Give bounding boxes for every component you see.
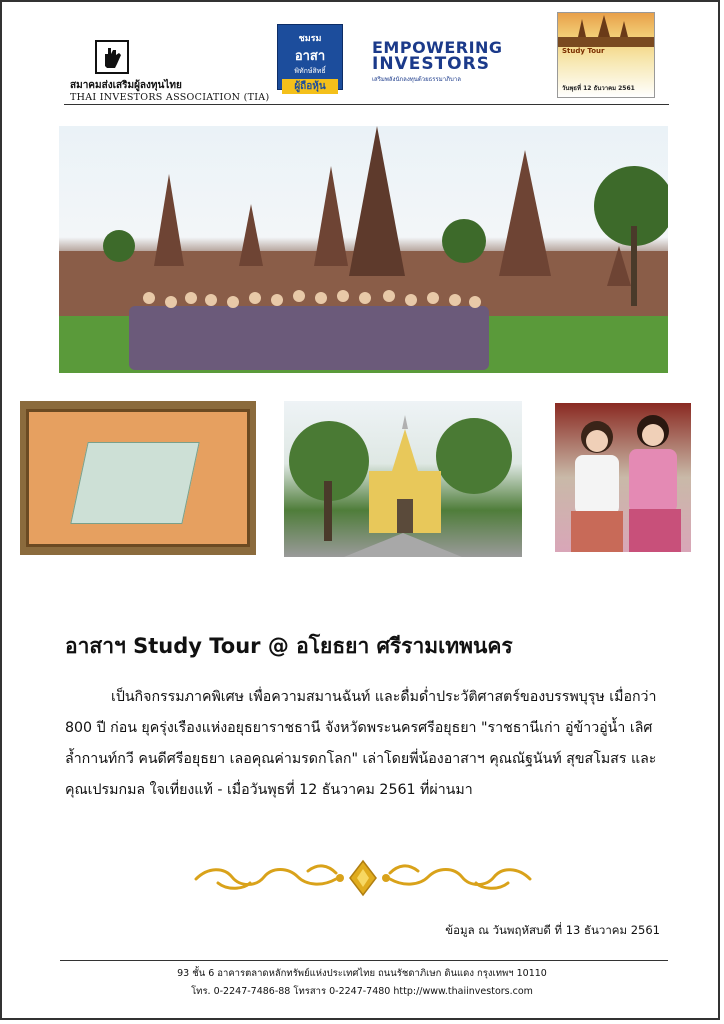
footer-contact: โทร. 0-2247-7486-88 โทรสาร 0-2247-7480 http://www.thaiinvestors.com: [191, 986, 533, 997]
tia-hand-icon: [95, 40, 129, 74]
article-body: [65, 682, 667, 806]
volunteers-portrait-photo: [555, 403, 691, 552]
club-logo-line2: อาสา: [294, 49, 326, 64]
information-date: ข้อมูล ณ วันพฤหัสบดี ที่ 13 ธันวาคม 2561: [445, 923, 660, 937]
study-tour-poster: [557, 12, 655, 98]
header-divider: [64, 104, 669, 105]
wat-niwet-thammaprawat-photo: [284, 401, 522, 557]
empowering-logo-tagline: เสริมพลังนักลงทุนด้วยธรรมาภิบาล: [372, 76, 461, 83]
empowering-logo-line2: INVESTORS: [372, 54, 490, 74]
article-title: อาสาฯ Study Tour @ อโยธยา ศรีรามเทพนคร: [65, 634, 513, 658]
map-inner-plan: [70, 442, 199, 524]
footer-divider: [60, 960, 668, 961]
letterhead: [2, 2, 722, 107]
association-name-thai: สมาคมส่งเสริมผู้ลงทุนไทย: [70, 80, 182, 91]
group-photo-wat-chaiwatthanaram: [59, 126, 668, 373]
club-logo-line4: ผู้ถือหุ้น: [282, 79, 338, 94]
shareholder-volunteer-club-logo: [277, 24, 343, 90]
poster-date: วันพุธที่ 12 ธันวาคม 2561: [562, 85, 635, 92]
club-logo-line1: ชมรม: [298, 34, 322, 44]
two-ladies-illustration: [555, 403, 691, 552]
empowering-investors-logo: [372, 38, 522, 84]
historical-park-map-photo: [20, 401, 256, 555]
poster-temple-silhouette-icon: [558, 13, 654, 47]
footer-address: 93 ชั้น 6 อาคารตลาดหลักทรัพย์แห่งประเทศไทย ถนนรัชดาภิเษก ดินแดง กรุงเทพฯ 10110: [177, 968, 547, 979]
association-name-english: THAI INVESTORS ASSOCIATION (TIA): [70, 92, 270, 103]
map-board: [26, 409, 250, 547]
article-paragraph: เป็นกิจกรรมภาคพิเศษ เพื่อความสมานฉันท์ และดื่มด่ำประวัติศาสตร์ของบรรพบุรุษ เมื่อกว่า 800 ปี ก่อน ยุครุ่งเรืองแห่งอยุธยาราชธานี จังหวัดพระนครศรีอยุธยา "ราชธานีเก่า อู่ข้าวอู่น้ำ เลิศล้ำกานท์กวี คนดีศรีอยุธยา เลอคุณค่ามรดกโลก" เล่าโดยพี่น้องอาสาฯ คุณณัฐนันท์ สุขสโมสร และคุณเปรมกมล ใจเที่ยงแท้ - เมื่อวันพุธที่ 12 ธันวาคม 2561 ที่ผ่านมา: [65, 689, 657, 798]
church-illustration: [284, 401, 522, 557]
club-logo-line3: พิทักษ์สิทธิ์: [294, 67, 326, 75]
poster-title: Study Tour: [562, 47, 605, 55]
thai-gold-ornament-icon: [188, 859, 538, 897]
empowering-logo-line1: EMPOWERING: [372, 38, 503, 57]
temple-group-illustration: [59, 126, 668, 373]
